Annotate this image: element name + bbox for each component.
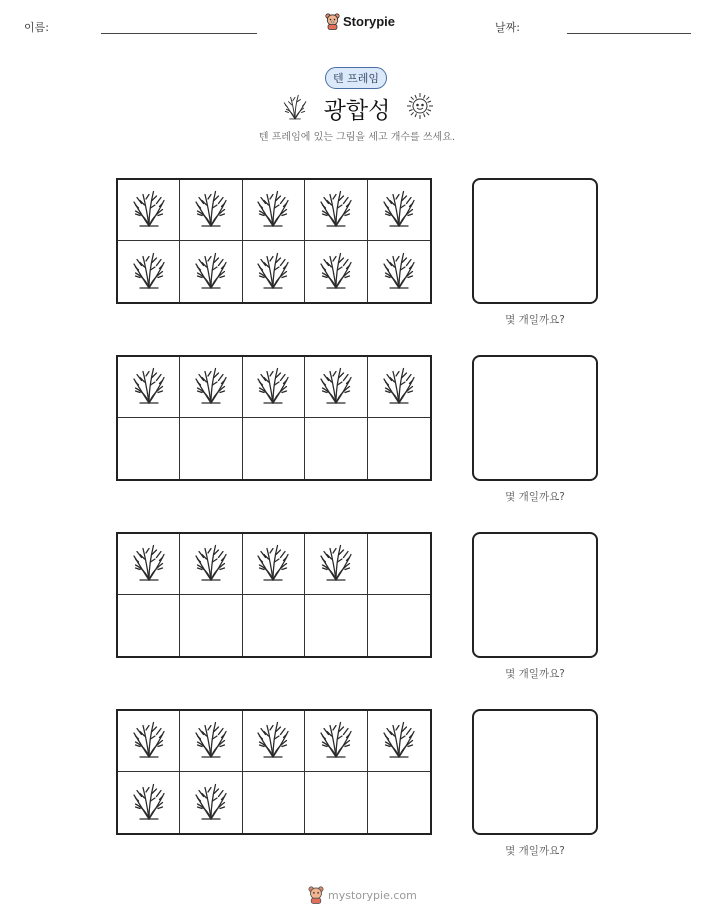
answer-box[interactable] — [472, 178, 598, 304]
ten-frame — [116, 532, 432, 658]
bear-mascot-icon — [325, 13, 340, 30]
bear-mascot-icon — [308, 886, 324, 904]
frame-cell — [118, 772, 180, 833]
coral-plant-icon — [131, 188, 167, 232]
frame-cell — [368, 772, 430, 833]
frame-cell — [305, 357, 367, 418]
coral-plant-icon — [255, 250, 291, 294]
frame-cell — [368, 711, 430, 772]
name-label: 이름: — [24, 21, 49, 34]
frame-cell — [180, 534, 242, 595]
frame-cell — [368, 241, 430, 302]
coral-plant-icon — [193, 250, 229, 294]
coral-plant-icon — [193, 542, 229, 586]
frame-cell — [243, 180, 305, 241]
frame-cell — [243, 595, 305, 656]
frame-cell — [118, 534, 180, 595]
frame-cell — [243, 241, 305, 302]
ten-frame — [116, 709, 432, 835]
coral-plant-icon — [193, 188, 229, 232]
frame-cell — [118, 711, 180, 772]
frame-cell — [368, 180, 430, 241]
frame-cell — [243, 534, 305, 595]
footer — [308, 886, 417, 904]
coral-plant-icon — [193, 781, 229, 825]
coral-plant-icon — [381, 719, 417, 763]
coral-plant-icon — [131, 365, 167, 409]
question-text: 몇 개일까요? — [505, 314, 565, 326]
answer-box[interactable] — [472, 709, 598, 835]
frame-cell — [180, 595, 242, 656]
coral-plant-icon — [255, 365, 291, 409]
frame-cell — [305, 595, 367, 656]
frame-cell — [118, 595, 180, 656]
coral-plant-icon — [318, 188, 354, 232]
frame-cell — [118, 357, 180, 418]
frame-cell — [305, 241, 367, 302]
coral-plant-icon — [318, 542, 354, 586]
coral-plant-icon — [131, 781, 167, 825]
coral-plant-icon — [255, 542, 291, 586]
coral-plant-icon — [255, 719, 291, 763]
sun-icon — [406, 92, 434, 120]
coral-plant-icon — [381, 250, 417, 294]
coral-plant-icon — [131, 250, 167, 294]
coral-plant-icon — [318, 719, 354, 763]
coral-plant-icon — [131, 719, 167, 763]
frame-cell — [180, 180, 242, 241]
frame-cell — [368, 418, 430, 479]
coral-plant-icon — [131, 542, 167, 586]
frame-cell — [368, 534, 430, 595]
coral-plant-icon — [318, 250, 354, 294]
coral-plant-icon — [381, 365, 417, 409]
name-field[interactable] — [101, 33, 257, 34]
frame-cell — [305, 711, 367, 772]
brand-logo — [325, 13, 395, 30]
coral-plant-icon — [318, 365, 354, 409]
coral-plant-icon — [193, 719, 229, 763]
frame-cell — [180, 241, 242, 302]
frame-cell — [180, 418, 242, 479]
frame-cell — [180, 711, 242, 772]
frame-cell — [305, 534, 367, 595]
frame-cell — [243, 772, 305, 833]
ten-frame — [116, 355, 432, 481]
frame-cell — [305, 418, 367, 479]
frame-cell — [180, 772, 242, 833]
frame-cell — [180, 357, 242, 418]
frame-cell — [118, 418, 180, 479]
topic-badge: 텐 프레임 — [325, 67, 387, 89]
brand-name: Storypie — [343, 14, 396, 29]
frame-cell — [118, 241, 180, 302]
frame-cell — [368, 357, 430, 418]
question-text: 몇 개일까요? — [505, 668, 565, 680]
coral-plant-icon — [193, 365, 229, 409]
worksheet-title: 광합성 — [323, 98, 391, 124]
frame-cell — [118, 180, 180, 241]
frame-cell — [243, 418, 305, 479]
ten-frame — [116, 178, 432, 304]
coral-plant-icon — [381, 188, 417, 232]
frame-cell — [243, 711, 305, 772]
question-text: 몇 개일까요? — [505, 491, 565, 503]
coral-plant-icon — [255, 188, 291, 232]
date-label: 날짜: — [495, 21, 520, 34]
frame-cell — [305, 180, 367, 241]
footer-url: mystorypie.com — [328, 888, 417, 902]
question-text: 몇 개일까요? — [505, 845, 565, 857]
answer-box[interactable] — [472, 532, 598, 658]
answer-box[interactable] — [472, 355, 598, 481]
frame-cell — [243, 357, 305, 418]
frame-cell — [305, 772, 367, 833]
instruction-text: 텐 프레임에 있는 그림을 세고 개수를 쓰세요. — [258, 132, 456, 143]
date-field[interactable] — [567, 33, 691, 34]
frame-cell — [368, 595, 430, 656]
